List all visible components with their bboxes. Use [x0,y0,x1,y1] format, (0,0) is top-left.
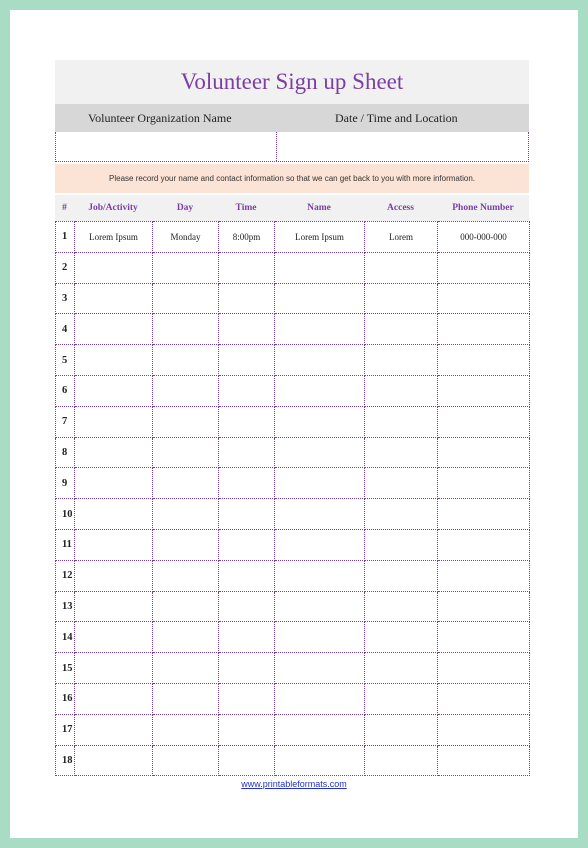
table-cell[interactable] [365,714,438,745]
page-title: Volunteer Sign up Sheet [180,69,404,94]
info-header [55,104,529,132]
table-cell[interactable] [75,252,153,283]
table-cell[interactable] [438,622,530,653]
table-cell[interactable] [75,499,153,530]
table-row [56,591,530,622]
table-cell[interactable] [365,468,438,499]
table-cell[interactable] [365,591,438,622]
table-cell[interactable] [75,714,153,745]
table-cell[interactable] [75,683,153,714]
table-cell[interactable] [75,345,153,376]
table-cell[interactable] [275,683,365,714]
table-cell[interactable] [365,622,438,653]
table-cell[interactable] [365,283,438,314]
table-cell[interactable] [219,683,275,714]
table-cell[interactable]: 000-000-000 [438,222,530,253]
table-cell[interactable] [75,560,153,591]
table-cell[interactable] [275,714,365,745]
table-cell[interactable] [438,406,530,437]
table-row [56,529,530,560]
table-cell[interactable] [219,560,275,591]
signup-sheet [55,60,529,776]
table-row [56,375,530,406]
table-row [56,314,530,345]
table-cell[interactable] [219,314,275,345]
table-cell[interactable] [219,591,275,622]
org-name-field[interactable] [56,132,277,161]
table-cell[interactable] [153,314,219,345]
table-row [56,499,530,530]
table-cell[interactable] [438,375,530,406]
table-cell[interactable] [75,375,153,406]
table-row [56,683,530,714]
column-header: Time [235,203,257,213]
table-row [56,283,530,314]
table-cell[interactable] [75,745,153,776]
table-cell[interactable] [153,683,219,714]
table-row [56,252,530,283]
row-number: 15 [56,653,75,684]
table-cell[interactable] [365,345,438,376]
table-cell[interactable] [438,683,530,714]
table-cell[interactable] [275,622,365,653]
table-cell[interactable] [153,622,219,653]
table-cell[interactable] [275,745,365,776]
page [10,10,578,838]
table-cell[interactable] [75,314,153,345]
table-cell[interactable] [365,437,438,468]
table-cell[interactable] [153,283,219,314]
table-cell[interactable] [438,714,530,745]
row-number: 14 [56,622,75,653]
table-cell[interactable] [365,252,438,283]
column-header: Job/Activity [88,203,138,213]
table-cell[interactable] [219,375,275,406]
table-cell[interactable] [365,653,438,684]
table-header [55,195,529,221]
table-cell[interactable] [75,406,153,437]
table-cell[interactable] [75,283,153,314]
table-row [56,222,530,253]
date-location-field[interactable] [277,132,528,161]
table-cell[interactable] [219,468,275,499]
row-number: 11 [56,529,75,560]
table-cell[interactable] [275,345,365,376]
table-cell[interactable] [75,653,153,684]
table-cell[interactable] [153,653,219,684]
table-cell[interactable] [153,714,219,745]
table-cell[interactable]: 8:00pm [219,222,275,253]
table-cell[interactable] [153,437,219,468]
table-cell[interactable] [153,468,219,499]
table-cell[interactable] [219,252,275,283]
table-row [56,406,530,437]
table-cell[interactable]: Monday [153,222,219,253]
table-cell[interactable] [75,529,153,560]
column-header: Access [387,203,414,213]
table-cell[interactable] [275,653,365,684]
table-cell[interactable] [275,591,365,622]
table-cell[interactable] [219,283,275,314]
row-number: 12 [56,560,75,591]
row-number: 2 [56,252,75,283]
table-cell[interactable] [275,314,365,345]
row-number: 16 [56,683,75,714]
table-cell[interactable] [438,252,530,283]
table-cell[interactable] [75,622,153,653]
table-cell[interactable] [365,499,438,530]
table-cell[interactable] [219,345,275,376]
column-header: Phone Number [452,203,514,213]
table-cell[interactable] [438,529,530,560]
date-location-label: Date / Time and Location [335,110,458,125]
table-cell[interactable] [275,283,365,314]
table-cell[interactable] [219,745,275,776]
table-cell[interactable] [219,406,275,437]
table-row [56,622,530,653]
table-cell[interactable] [275,437,365,468]
table-cell[interactable] [275,560,365,591]
table-cell[interactable] [219,529,275,560]
row-number: 5 [56,345,75,376]
table-cell[interactable] [153,591,219,622]
row-number: 17 [56,714,75,745]
info-fields [55,132,529,162]
table-cell[interactable]: Lorem [365,222,438,253]
table-cell[interactable] [219,714,275,745]
table-cell[interactable] [219,622,275,653]
table-cell[interactable] [153,499,219,530]
table-cell[interactable] [153,406,219,437]
footer [0,779,588,789]
table-cell[interactable] [365,529,438,560]
table-cell[interactable] [438,345,530,376]
table-cell[interactable]: Lorem Ipsum [75,222,153,253]
table-row [56,653,530,684]
table-row [56,745,530,776]
table-cell[interactable] [438,283,530,314]
table-cell[interactable] [275,252,365,283]
table-cell[interactable]: Lorem Ipsum [275,222,365,253]
table-cell[interactable] [275,499,365,530]
row-number: 8 [56,437,75,468]
row-number: 4 [56,314,75,345]
table-cell[interactable] [365,314,438,345]
table-cell[interactable] [365,406,438,437]
row-number: 18 [56,745,75,776]
table-cell[interactable] [365,683,438,714]
table-cell[interactable] [75,437,153,468]
table-cell[interactable] [438,314,530,345]
table-cell[interactable] [219,653,275,684]
table-cell[interactable] [438,591,530,622]
table-cell[interactable] [153,529,219,560]
notice-banner: Please record your name and contact information so that we can get back to you with more information. [55,164,529,193]
table-cell[interactable] [365,745,438,776]
column-header: # [62,203,67,213]
table-cell[interactable] [438,560,530,591]
table-row [56,714,530,745]
table-row [56,560,530,591]
table-cell[interactable] [438,468,530,499]
table-cell[interactable] [153,252,219,283]
table-cell[interactable] [75,591,153,622]
table-cell[interactable] [153,375,219,406]
row-number: 7 [56,406,75,437]
table-cell[interactable] [75,468,153,499]
table-cell[interactable] [275,375,365,406]
org-name-label: Volunteer Organization Name [88,110,232,125]
table-cell[interactable] [438,437,530,468]
table-cell[interactable] [275,468,365,499]
table-cell[interactable] [153,745,219,776]
row-number: 9 [56,468,75,499]
row-number: 6 [56,375,75,406]
table-cell[interactable] [438,499,530,530]
row-number: 13 [56,591,75,622]
row-number: 10 [56,499,75,530]
table-row [56,345,530,376]
table-cell[interactable] [438,653,530,684]
table-cell[interactable] [219,499,275,530]
title-bar [55,60,529,104]
column-header: Day [176,203,194,213]
column-header: Name [307,203,331,213]
table-cell[interactable] [365,375,438,406]
table-row [56,437,530,468]
row-number: 1 [56,222,75,253]
table-cell[interactable] [153,560,219,591]
table-cell[interactable] [365,560,438,591]
row-number: 3 [56,283,75,314]
table-row [56,468,530,499]
table-cell[interactable] [219,437,275,468]
table-cell[interactable] [153,345,219,376]
table-cell[interactable] [275,406,365,437]
table-cell[interactable] [275,529,365,560]
table-cell[interactable] [438,745,530,776]
signup-table [55,221,530,776]
footer-link[interactable]: www.printableformats.com [241,779,347,789]
